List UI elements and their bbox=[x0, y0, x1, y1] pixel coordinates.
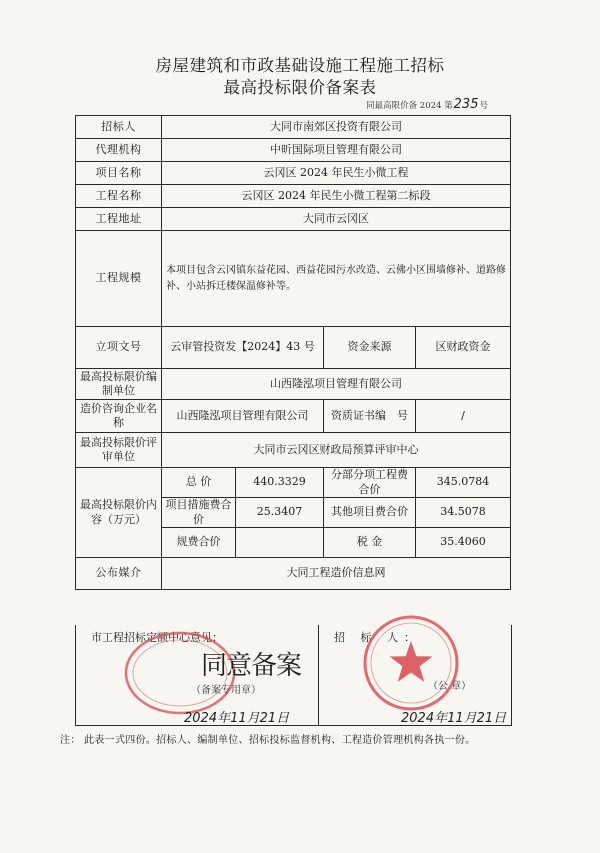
fee-value bbox=[236, 528, 324, 558]
scale-label: 工程规模 bbox=[76, 231, 162, 327]
filing-number-suffix: 号 bbox=[479, 101, 488, 111]
agent-value: 中昕国际项目管理有限公司 bbox=[162, 139, 511, 162]
table-row bbox=[76, 208, 511, 231]
table-row bbox=[76, 162, 511, 185]
opinion-date: 2024年11月21日 bbox=[184, 711, 290, 726]
review-label: 最高投标限价评审单位 bbox=[76, 433, 162, 468]
address-label: 工程地址 bbox=[76, 208, 162, 231]
compiler-label: 最高投标限价编制单位 bbox=[76, 369, 162, 400]
cert-value: / bbox=[416, 400, 511, 433]
fee-label: 规费合价 bbox=[162, 528, 236, 558]
project-name-label: 项目名称 bbox=[76, 162, 162, 185]
total-label: 总 价 bbox=[162, 468, 236, 498]
opinion-seal-note: （备案专用章） bbox=[191, 685, 261, 696]
signoff-section bbox=[75, 625, 512, 726]
document-subtitle: 最高投标限价备案表 bbox=[223, 78, 377, 97]
tenderer-sign-label: 招 标 人： bbox=[334, 631, 421, 644]
sub-value: 345.0784 bbox=[416, 468, 511, 498]
tenderer-label: 招标人 bbox=[76, 116, 162, 139]
cert-label: 资质证书编 号 bbox=[324, 400, 416, 433]
tax-label: 税 金 bbox=[324, 528, 416, 558]
measure-label: 项目措施费合 价 bbox=[162, 498, 236, 528]
table-row bbox=[76, 400, 511, 433]
handwritten-opinion: 同意备案 bbox=[201, 651, 302, 681]
compiler-value: 山西隆泓项目管理有限公司 bbox=[162, 369, 511, 400]
tax-value: 35.4060 bbox=[416, 528, 511, 558]
tenderer-value: 大同市南郊区投资有限公司 bbox=[162, 116, 511, 139]
opinion-label: 市工程招标定额中心意见： bbox=[91, 631, 223, 644]
scale-value: 本项目包含云冈镇东益花园、西益花园污水改造、云佛小区围墙修补、道路修补、小站拆迁楼保温修补等。 bbox=[162, 231, 511, 327]
table-row bbox=[76, 327, 511, 369]
filing-number-prefix: 同最高限价备 2024 第 bbox=[366, 101, 453, 111]
table-row bbox=[76, 468, 511, 498]
work-name-label: 工程名称 bbox=[76, 185, 162, 208]
consult-label: 造价咨询企业名称 bbox=[76, 400, 162, 433]
media-value: 大同工程造价信息网 bbox=[162, 558, 511, 590]
price-label: 最高投标限价内容（万元） bbox=[76, 468, 162, 558]
total-value: 440.3329 bbox=[236, 468, 324, 498]
consult-value: 山西隆泓项目管理有限公司 bbox=[162, 400, 324, 433]
tenderer-seal-note: （公 章） bbox=[428, 681, 472, 692]
signoff-divider bbox=[318, 625, 319, 725]
table-row bbox=[76, 558, 511, 590]
work-name-value: 云冈区 2024 年民生小微工程第二标段 bbox=[162, 185, 511, 208]
filing-number bbox=[366, 97, 488, 112]
fund-value: 区财政资金 bbox=[416, 327, 511, 369]
address-value: 大同市云冈区 bbox=[162, 208, 511, 231]
review-value: 大同市云冈区财政局预算评审中心 bbox=[162, 433, 511, 468]
measure-value: 25.3407 bbox=[236, 498, 324, 528]
footer-note: 注： 此表一式四份。招标人、编制单位、招标投标监督机构、工程造价管理机构各执一份。 bbox=[60, 735, 476, 746]
other-label: 其他项目费合价 bbox=[324, 498, 416, 528]
table-row bbox=[76, 433, 511, 468]
table-row bbox=[76, 116, 511, 139]
sub-label: 分部分项工程费合价 bbox=[324, 468, 416, 498]
fund-label: 资金来源 bbox=[324, 327, 416, 369]
table-row bbox=[76, 139, 511, 162]
project-name-value: 云冈区 2024 年民生小微工程 bbox=[162, 162, 511, 185]
table-row bbox=[76, 231, 511, 327]
approval-label: 立项文号 bbox=[76, 327, 162, 369]
filing-number-handwritten: 235 bbox=[453, 97, 479, 112]
table-row bbox=[76, 369, 511, 400]
document-title: 房屋建筑和市政基础设施工程施工招标 bbox=[155, 56, 445, 75]
other-value: 34.5078 bbox=[416, 498, 511, 528]
agent-label: 代理机构 bbox=[76, 139, 162, 162]
media-label: 公布媒介 bbox=[76, 558, 162, 590]
company-seal-icon bbox=[361, 613, 461, 713]
approval-value: 云审管投资发【2024】43 号 bbox=[162, 327, 324, 369]
table-row bbox=[76, 185, 511, 208]
filing-table bbox=[75, 115, 511, 590]
tenderer-date: 2024年11月21日 bbox=[401, 711, 507, 726]
